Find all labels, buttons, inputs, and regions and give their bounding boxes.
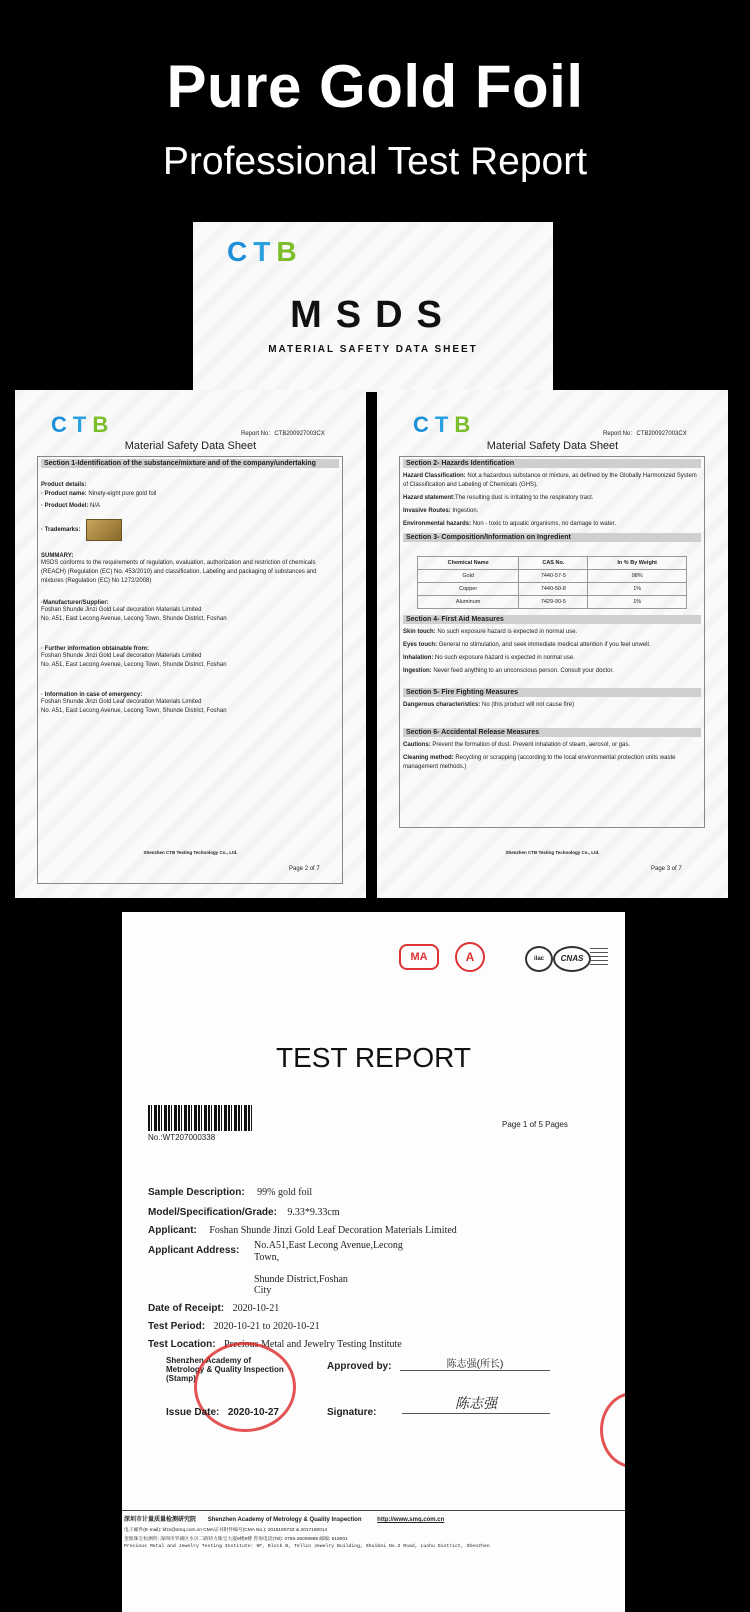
cleaning-method: Cleaning method: Recycling or scrapping (according to the local environmental protection units waste management methods.) — [403, 755, 676, 770]
test-period-row: Test Period: 2020-10-21 to 2020-10-21 — [148, 1321, 320, 1332]
approved-by-row: Approved by: — [327, 1361, 392, 1372]
table-cell: 7440-50-8 — [519, 583, 588, 596]
manufacturer-name: Foshan Shunde Jinzi Gold Leaf decoration Materials Limited — [41, 607, 202, 613]
footer-line-4: Precious Metal and Jewelry Testing Institute: 9F, Block B, Tellin Jewelry Building, Shuibei No.2 Road, Luohu District, Shenzhen — [124, 1544, 490, 1549]
cnas-mark-icon: CNAS — [553, 946, 591, 972]
cma-mark-icon: MA — [399, 944, 439, 970]
section-2-heading: Section 2- Hazards Identification — [403, 459, 701, 468]
msds-page-3 — [377, 390, 728, 898]
footer-line-3: 金银珠宝检测所: 深圳市罗湖区水贝二路特力珠宝大厦9楼9楼 咨询电话(Tel): 0755-25009989 邮编: 518001 — [124, 1537, 348, 1542]
page-info: Page 1 of 5 Pages — [502, 1120, 568, 1129]
section-4-heading: Section 4- First Aid Measures — [403, 615, 701, 624]
page-title: Pure Gold Foil — [166, 53, 584, 120]
manufacturer-label: ·Manufacturer/Supplier: — [41, 600, 109, 606]
section-5-heading: Section 5- Fire Fighting Measures — [403, 688, 701, 697]
hazard-classification: Hazard Classification: Not a hazardous substance or mixture, as defined by the Globally Harmonized System of Classification and Labeling of Chemicals (GHS). — [403, 473, 697, 488]
table-cell: 1% — [588, 583, 687, 596]
approved-by-value: 陈志强(所长) — [400, 1355, 550, 1371]
footer-row: 深圳市计量质量检测研究院 Shenzhen Academy of Metrology & Quality Inspection http://www.smq.com.cn — [124, 1517, 445, 1523]
emergency-label: · Information in case of emergency: — [41, 692, 143, 698]
page-indicator: Page 3 of 7 — [651, 866, 682, 872]
section-1-heading: Section 1-Identification of the substance/mixture and of the company/undertaking — [41, 459, 339, 468]
footer-line-2: 电子邮件(E-mail): kfzx@smq.com.cn CMA证书附件编号(CMA No.): 201519073Z & 2017190014 — [124, 1528, 328, 1533]
trademarks-row: · Trademarks: — [41, 519, 339, 541]
sample-description-row: Sample Description: 99% gold foil — [148, 1187, 313, 1198]
skin-touch: Skin touch: No such exposure hazard is expected in normal use. — [403, 629, 578, 635]
address-line-4: City — [254, 1285, 272, 1296]
test-location-row: Test Location: Precious Metal and Jewelry Testing Institute — [148, 1339, 402, 1350]
sheet-title: Material Safety Data Sheet — [486, 440, 619, 452]
eyes-touch: Eyes touch: General no stimulation, and seek immediate medical attention if you feel unwell. — [403, 642, 651, 648]
manufacturer-address: No. A51, East Lecong Avenue, Lecong Town, Shunde District, Foshan — [41, 616, 227, 622]
product-name-row: · Product name: Ninety-eight pure gold foil — [41, 491, 157, 497]
page-subtitle: Professional Test Report — [162, 140, 588, 183]
further-info-address: No. A51, East Lecong Avenue, Lecong Town, Shunde District, Foshan — [41, 662, 227, 668]
sheet-footer-company: Shenzhen CTB Testing Technology Co., Ltd. — [143, 850, 238, 855]
table-header-row — [418, 557, 687, 570]
footer-rule — [122, 1510, 625, 1511]
product-details-label: Product details: — [41, 482, 87, 488]
report-number: Report No：CTB200927003CX — [603, 431, 687, 437]
table-cell: 7429-90-5 — [519, 596, 588, 609]
sheet-title: Material Safety Data Sheet — [124, 440, 257, 452]
date-of-receipt-row: Date of Receipt: 2020-10-21 — [148, 1303, 280, 1314]
further-info-name: Foshan Shunde Jinzi Gold Leaf decoration Materials Limited — [41, 653, 202, 659]
applicant-row: Applicant: Foshan Shunde Jinzi Gold Leaf Decoration Materials Limited — [148, 1225, 457, 1236]
table-header: CAS No. — [519, 557, 588, 570]
environmental-hazards: Environmental hazards: Non - toxic to aquatic organisms, no damage to water. — [403, 521, 617, 527]
address-line-2: Town, — [254, 1252, 280, 1263]
applicant-address-row: Applicant Address: — [148, 1245, 240, 1256]
table-row — [418, 583, 687, 596]
barcode — [148, 1105, 254, 1131]
trademark-logo — [86, 519, 122, 541]
msds-cover-sheet — [193, 222, 553, 392]
section-6-heading: Section 6- Accidental Release Measures — [403, 728, 701, 737]
further-info-label: · Further information obtainable from: — [41, 646, 149, 652]
address-line-1: No.A51,East Lecong Avenue,Lecong — [254, 1240, 403, 1251]
edge-stamp-icon — [600, 1392, 625, 1468]
table-cell: Aluminum — [418, 596, 519, 609]
cal-mark-icon: A — [455, 942, 485, 972]
report-number: Report No：CTB200927003CX — [241, 431, 325, 437]
table-header: Chemical Name — [418, 557, 519, 570]
inhalation: Inhalation: No such exposure hazard is expected in normal use. — [403, 655, 575, 661]
table-row — [418, 596, 687, 609]
ctb-logo: CTB — [51, 412, 115, 437]
table-row — [418, 570, 687, 583]
msds-subheading: MATERIAL SAFETY DATA SHEET — [268, 344, 478, 355]
page-indicator: Page 2 of 7 — [289, 866, 320, 872]
sheet-footer-company: Shenzhen CTB Testing Technology Co., Ltd. — [505, 850, 600, 855]
table-cell: Copper — [418, 583, 519, 596]
msds-heading: MSDS — [290, 294, 456, 336]
section-box — [399, 456, 705, 828]
product-model-row: · Product Model: N/A — [41, 503, 101, 509]
address-line-3: Shunde District,Foshan — [254, 1274, 348, 1285]
table-cell: 7440-57-5 — [519, 570, 588, 583]
signature-value: 陈志强 — [402, 1393, 550, 1414]
msds-page-2 — [15, 390, 366, 898]
table-header: In % By Weight — [588, 557, 687, 570]
stamp-label: Shenzhen Academy of Metrology & Quality Inspection (Stamp) — [166, 1356, 284, 1383]
table-cell: 98% — [588, 570, 687, 583]
dangerous-characteristics: Dangerous characteristics: No (this product will not cause fire) — [403, 702, 575, 708]
table-cell: 1% — [588, 596, 687, 609]
hazard-statement: Hazard statement:The resulting dust is irritating to the respiratory tract. — [403, 495, 594, 501]
section-3-heading: Section 3- Composition/Information on Ingredient — [403, 533, 701, 542]
invasive-routes: Invasive Routes: Ingestion. — [403, 508, 479, 514]
summary-label: SUMMARY: — [41, 553, 74, 559]
cnas-text-icon — [590, 948, 608, 968]
test-report-sheet — [122, 912, 625, 1612]
issue-date-row: Issue Date: 2020-10-27 — [166, 1407, 279, 1418]
table-cell: Gold — [418, 570, 519, 583]
signature-row: Signature: — [327, 1407, 377, 1418]
report-number: No.:WT207000338 — [148, 1133, 216, 1142]
ilac-mark-icon: ilac — [525, 946, 553, 972]
ctb-logo: CTB — [227, 236, 303, 267]
ingestion: Ingestion: Never feed anything to an unconscious person. Consult your doctor. — [403, 668, 614, 674]
model-row: Model/Specification/Grade: 9.33*9.33cm — [148, 1207, 340, 1218]
cautions: Cautions: Prevent the formation of dust. Prevent inhalation of steam, aerosol, or gas. — [403, 742, 631, 748]
report-title: TEST REPORT — [275, 1042, 471, 1073]
emergency-name: Foshan Shunde Jinzi Gold Leaf decoration Materials Limited — [41, 699, 202, 705]
summary-text: MSDS conforms to the requirements of regulation, evaluation, authorization and restriction of chemicals (REACH) (Regulation (EC) No. 453/2010) and classification, Labeling and packaging of substances and mixtures (Regulation (EC) No 1272/2008) — [41, 560, 317, 584]
ctb-logo: CTB — [413, 412, 477, 437]
composition-table — [417, 556, 687, 609]
section-box — [37, 456, 343, 884]
emergency-address: No. A51, East Lecong Avenue, Lecong Town, Shunde District, Foshan — [41, 708, 227, 714]
